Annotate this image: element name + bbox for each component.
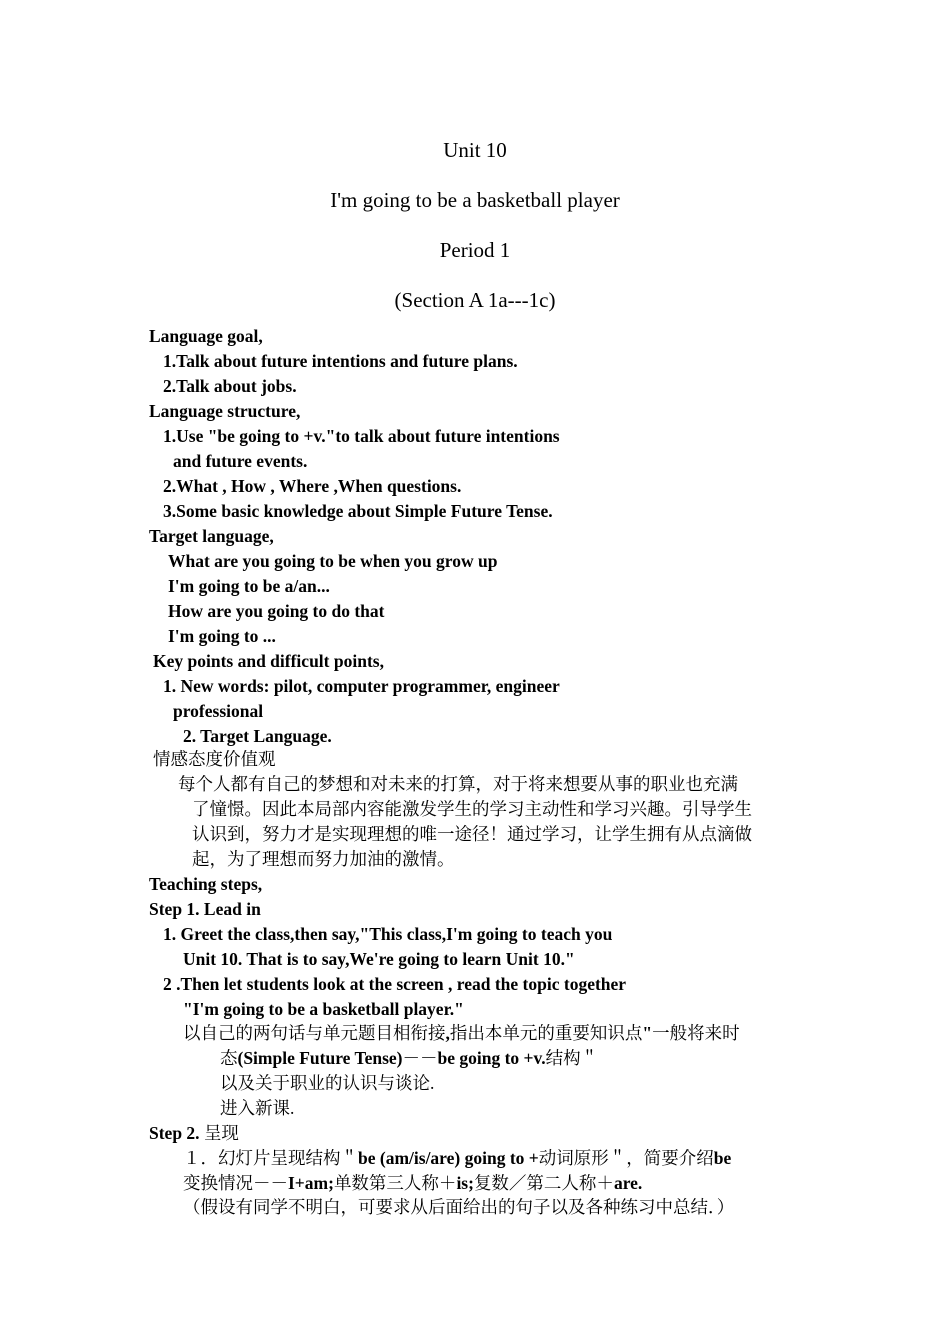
goal-item-2: 2.Talk about jobs.: [163, 376, 297, 396]
target-language-heading: Target language,: [149, 526, 274, 546]
unit-heading: Unit 10: [443, 138, 507, 162]
step-1-item-1-cont: Unit 10. That is to say,We're going to learn Unit 10.": [183, 949, 575, 969]
target-line-2: I'm going to be a/an...: [168, 576, 330, 596]
values-paragraph-line-1: 每个人都有自己的梦想和对未来的打算，对于将来想要从事的职业也充满: [178, 774, 738, 794]
step-1-note-line-2: 态(Simple Future Tense)－－be going to +v.结构＂: [220, 1048, 599, 1068]
values-paragraph-line-4: 起，为了理想而努力加油的激情。: [192, 849, 455, 869]
step-1-heading: Step 1. Lead in: [149, 899, 261, 919]
step-1-note-line-3: 以及关于职业的认识与谈论.: [220, 1073, 435, 1093]
period-heading: Period 1: [439, 238, 511, 262]
language-structure-heading: Language structure,: [149, 401, 301, 421]
structure-item-1-cont: and future events.: [173, 451, 308, 471]
values-paragraph-line-3: 认识到，努力才是实现理想的唯一途径！通过学习，让学生拥有从点滴做: [192, 824, 752, 844]
key-point-2: 2. Target Language.: [183, 726, 332, 746]
structure-item-3: 3.Some basic knowledge about Simple Future Tense.: [163, 501, 553, 521]
target-line-3: How are you going to do that: [168, 601, 385, 621]
step-1-note-line-1: 以自己的两句话与单元题目相衔接,指出本单元的重要知识点"一般将来时: [183, 1023, 740, 1043]
target-line-4: I'm going to ...: [168, 626, 276, 646]
step-1-note-line-4: 进入新课.: [220, 1098, 295, 1118]
values-paragraph-line-2: 了憧憬。因此本局部内容能激发学生的学习主动性和学习兴趣。引导学生: [192, 799, 752, 819]
step-2-item-1: １．幻灯片呈现结构＂be (am/is/are) going to +动词原形＂，简要介绍be: [183, 1148, 732, 1168]
step-1-item-1: 1. Greet the class,then say,"This class,I'm going to teach you: [163, 924, 613, 944]
structure-item-2: 2.What , How , Where ,When questions.: [163, 476, 462, 496]
language-goal-heading: Language goal,: [149, 326, 263, 346]
target-line-1: What are you going to be when you grow up: [168, 551, 498, 571]
step-1-item-2: 2 .Then let students look at the screen , read the topic together: [163, 974, 627, 994]
values-heading: 情感态度价值观: [153, 749, 276, 769]
structure-item-1: 1.Use "be going to +v."to talk about future intentions: [163, 426, 560, 446]
step-2-heading: Step 2. 呈现: [149, 1123, 239, 1143]
step-2-note: （假设有同学不明白，可要求从后面给出的句子以及各种练习中总结．）: [183, 1197, 735, 1217]
key-points-heading: Key points and difficult points,: [153, 651, 384, 671]
teaching-steps-heading: Teaching steps,: [149, 874, 263, 894]
section-heading: (Section A 1a---1c): [394, 288, 556, 312]
goal-item-1: 1.Talk about future intentions and future plans.: [163, 351, 518, 371]
lesson-title: I'm going to be a basketball player: [330, 188, 620, 212]
key-point-1-cont: professional: [173, 701, 264, 721]
step-1-item-2-cont: "I'm going to be a basketball player.": [183, 999, 464, 1019]
step-2-item-1-cont: 变换情况－－I+am;单数第三人称＋is;复数／第二人称＋are.: [183, 1173, 643, 1193]
key-point-1: 1. New words: pilot, computer programmer, engineer: [163, 676, 560, 696]
